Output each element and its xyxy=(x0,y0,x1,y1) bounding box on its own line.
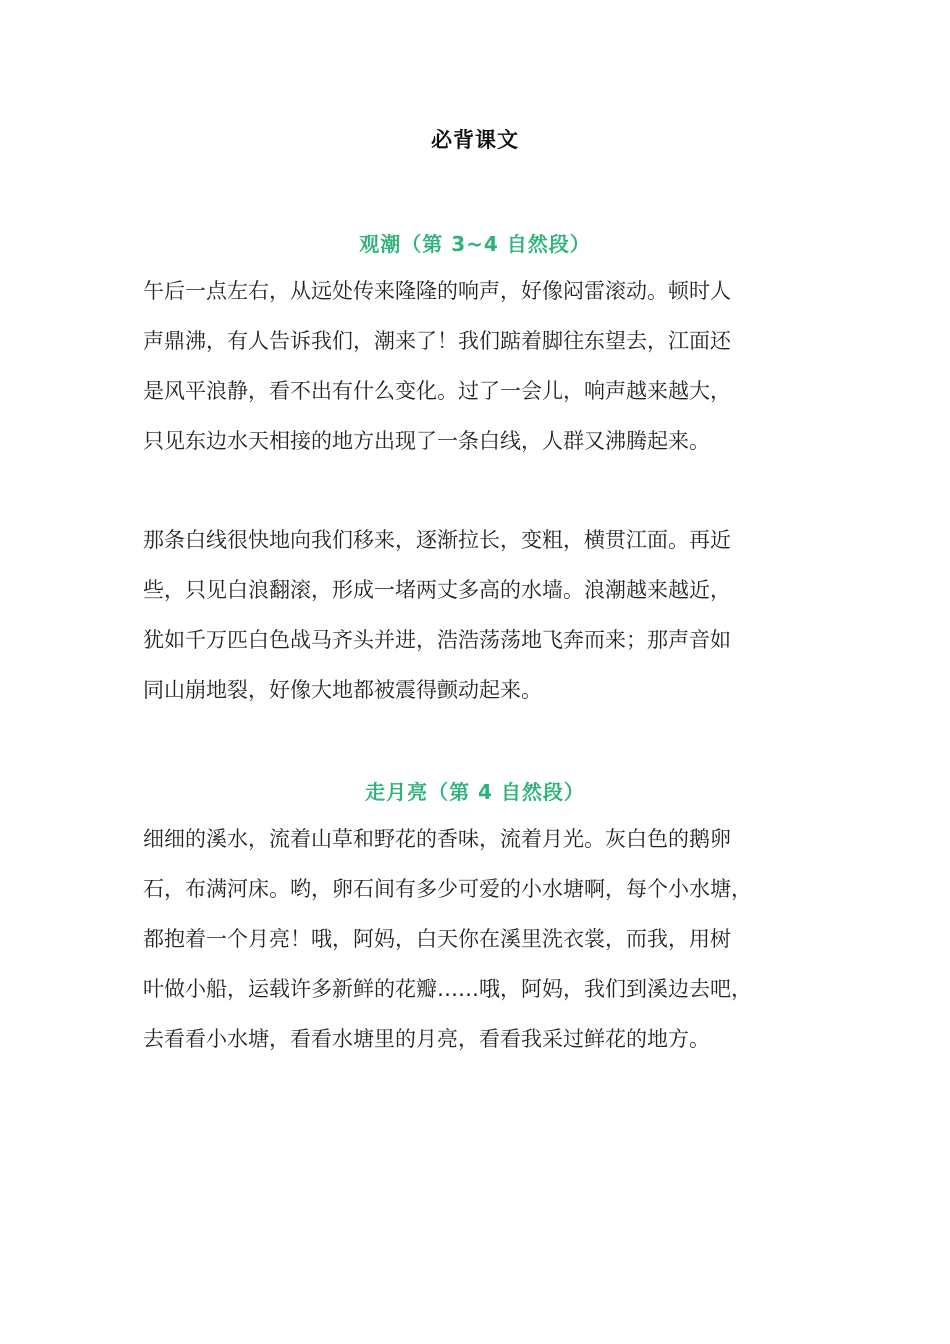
text-line: 只见东边水天相接的地方出现了一条白线，人群又沸腾起来。 xyxy=(143,429,710,453)
text-line: 细细的溪水，流着山草和野花的香味，流着月光。灰白色的鹅卵 xyxy=(143,827,731,851)
text-line: 同山崩地裂，好像大地都被震得颤动起来。 xyxy=(143,678,542,702)
section-heading-guanchao: 观潮（第 3~4 自然段） xyxy=(359,232,591,256)
paragraph-guanchao-2 xyxy=(143,515,813,715)
text-line: 午后一点左右，从远处传来隆隆的响声，好像闷雷滚动。顿时人 xyxy=(143,279,731,303)
text-line: 那条白线很快地向我们移来，逐渐拉长，变粗，横贯江面。再近 xyxy=(143,528,731,552)
page-title: 必背课文 xyxy=(431,128,519,152)
text-line: 些，只见白浪翻滚，形成一堵两丈多高的水墙。浪潮越来越近， xyxy=(143,578,731,602)
paragraph-zouyueliang-1 xyxy=(143,814,813,1064)
text-line: 犹如千万匹白色战马齐头并进，浩浩荡荡地飞奔而来；那声音如 xyxy=(143,628,731,652)
text-line: 是风平浪静，看不出有什么变化。过了一会儿，响声越来越大， xyxy=(143,379,731,403)
text-line: 去看看小水塘，看看水塘里的月亮，看看我采过鲜花的地方。 xyxy=(143,1027,710,1051)
text-line: 叶做小船，运载许多新鲜的花瓣……哦，阿妈，我们到溪边去吧， xyxy=(143,977,752,1001)
text-line: 声鼎沸，有人告诉我们，潮来了！我们踮着脚往东望去，江面还 xyxy=(143,329,731,353)
section-heading-zouyueliang: 走月亮（第 4 自然段） xyxy=(365,780,585,804)
text-line: 石，布满河床。哟，卵石间有多少可爱的小水塘啊，每个小水塘， xyxy=(143,877,752,901)
paragraph-guanchao-1 xyxy=(143,266,813,466)
text-line: 都抱着一个月亮！哦，阿妈，白天你在溪里洗衣裳，而我，用树 xyxy=(143,927,731,951)
